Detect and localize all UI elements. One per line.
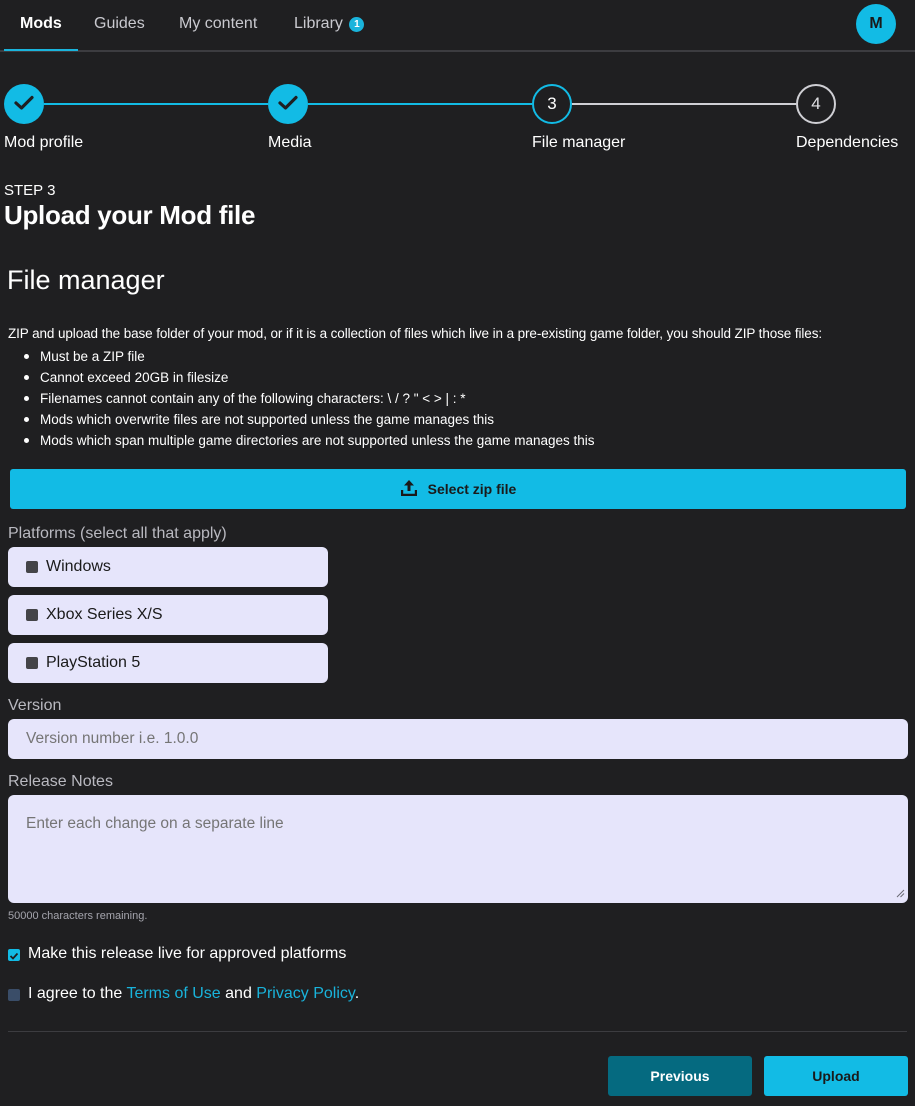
step-4-indicator[interactable]: 4 bbox=[796, 84, 836, 124]
privacy-policy-link[interactable]: Privacy Policy bbox=[256, 985, 355, 1002]
step-connector-1 bbox=[44, 103, 268, 105]
step-1-indicator[interactable] bbox=[4, 84, 44, 124]
checkbox[interactable] bbox=[26, 609, 38, 621]
agree-terms-checkbox[interactable] bbox=[8, 989, 20, 1001]
tab-guides[interactable]: Guides bbox=[94, 15, 145, 32]
checkmark-icon bbox=[8, 950, 20, 962]
live-release-option[interactable] bbox=[8, 945, 346, 963]
upload-icon bbox=[400, 479, 418, 500]
live-release-checkbox[interactable] bbox=[8, 949, 20, 961]
library-count-badge: 1 bbox=[349, 17, 364, 32]
step-connector-2 bbox=[308, 103, 532, 105]
section-title: File manager bbox=[7, 265, 165, 295]
platform-label: Xbox Series X/S bbox=[46, 606, 163, 623]
list-item: Must be a ZIP file bbox=[22, 346, 595, 367]
platform-label: PlayStation 5 bbox=[46, 654, 141, 671]
checkmark-icon bbox=[278, 95, 298, 111]
avatar[interactable]: M bbox=[856, 4, 896, 44]
release-notes-label: Release Notes bbox=[8, 773, 113, 790]
agree-suffix: . bbox=[354, 985, 360, 1002]
release-notes-textarea[interactable] bbox=[8, 795, 908, 903]
tab-library-label: Library bbox=[294, 15, 343, 32]
agree-terms-option[interactable] bbox=[8, 985, 359, 1003]
platform-option-windows[interactable] bbox=[8, 547, 328, 587]
step-4-label: Dependencies bbox=[796, 134, 899, 151]
divider bbox=[8, 1031, 907, 1032]
checkbox[interactable] bbox=[26, 561, 38, 573]
agree-terms-label bbox=[8, 985, 359, 1002]
agree-and: and bbox=[220, 985, 257, 1002]
characters-remaining: 50000 characters remaining. bbox=[8, 910, 148, 922]
live-release-label: Make this release live for approved platforms bbox=[28, 945, 347, 962]
agree-prefix: I agree to the bbox=[28, 985, 127, 1002]
step-2-indicator[interactable] bbox=[268, 84, 308, 124]
step-1-label: Mod profile bbox=[4, 134, 84, 151]
version-label: Version bbox=[8, 697, 62, 714]
upload-button[interactable]: Upload bbox=[764, 1056, 908, 1096]
tab-my-content[interactable]: My content bbox=[179, 15, 258, 32]
active-tab-indicator bbox=[4, 49, 78, 51]
step-3-indicator[interactable]: 3 bbox=[532, 84, 572, 124]
top-nav bbox=[0, 0, 915, 52]
step-3-label: File manager bbox=[532, 134, 626, 151]
platform-option-playstation[interactable] bbox=[8, 643, 328, 683]
terms-of-use-link[interactable]: Terms of Use bbox=[126, 985, 221, 1002]
previous-button[interactable]: Previous bbox=[608, 1056, 752, 1096]
list-item: Mods which span multiple game directories are not supported unless the game manages this bbox=[22, 430, 595, 451]
select-zip-label: Select zip file bbox=[427, 481, 517, 497]
page-title: Upload your Mod file bbox=[4, 200, 256, 230]
step-connector-3 bbox=[572, 103, 796, 105]
upload-instructions: ZIP and upload the base folder of your mod, or if it is a collection of files which live in a pre-existing game folder, you should ZIP those files: bbox=[8, 326, 822, 341]
list-item: Mods which overwrite files are not supported unless the game manages this bbox=[22, 409, 595, 430]
tab-library[interactable] bbox=[294, 0, 364, 50]
upload-rules-list bbox=[22, 346, 595, 451]
version-input[interactable] bbox=[8, 719, 908, 759]
platform-option-xbox[interactable] bbox=[8, 595, 328, 635]
checkmark-icon bbox=[14, 95, 34, 111]
resize-handle-icon[interactable] bbox=[895, 888, 905, 898]
step-eyebrow: STEP 3 bbox=[4, 182, 56, 199]
platform-label: Windows bbox=[46, 558, 111, 575]
step-2-label: Media bbox=[268, 134, 312, 151]
select-zip-button[interactable] bbox=[10, 469, 906, 509]
list-item: Filenames cannot contain any of the following characters: \ / ? " < > | : * bbox=[22, 388, 595, 409]
tab-mods[interactable]: Mods bbox=[20, 15, 62, 32]
list-item: Cannot exceed 20GB in filesize bbox=[22, 367, 595, 388]
checkbox[interactable] bbox=[26, 657, 38, 669]
platforms-label: Platforms (select all that apply) bbox=[8, 525, 227, 542]
